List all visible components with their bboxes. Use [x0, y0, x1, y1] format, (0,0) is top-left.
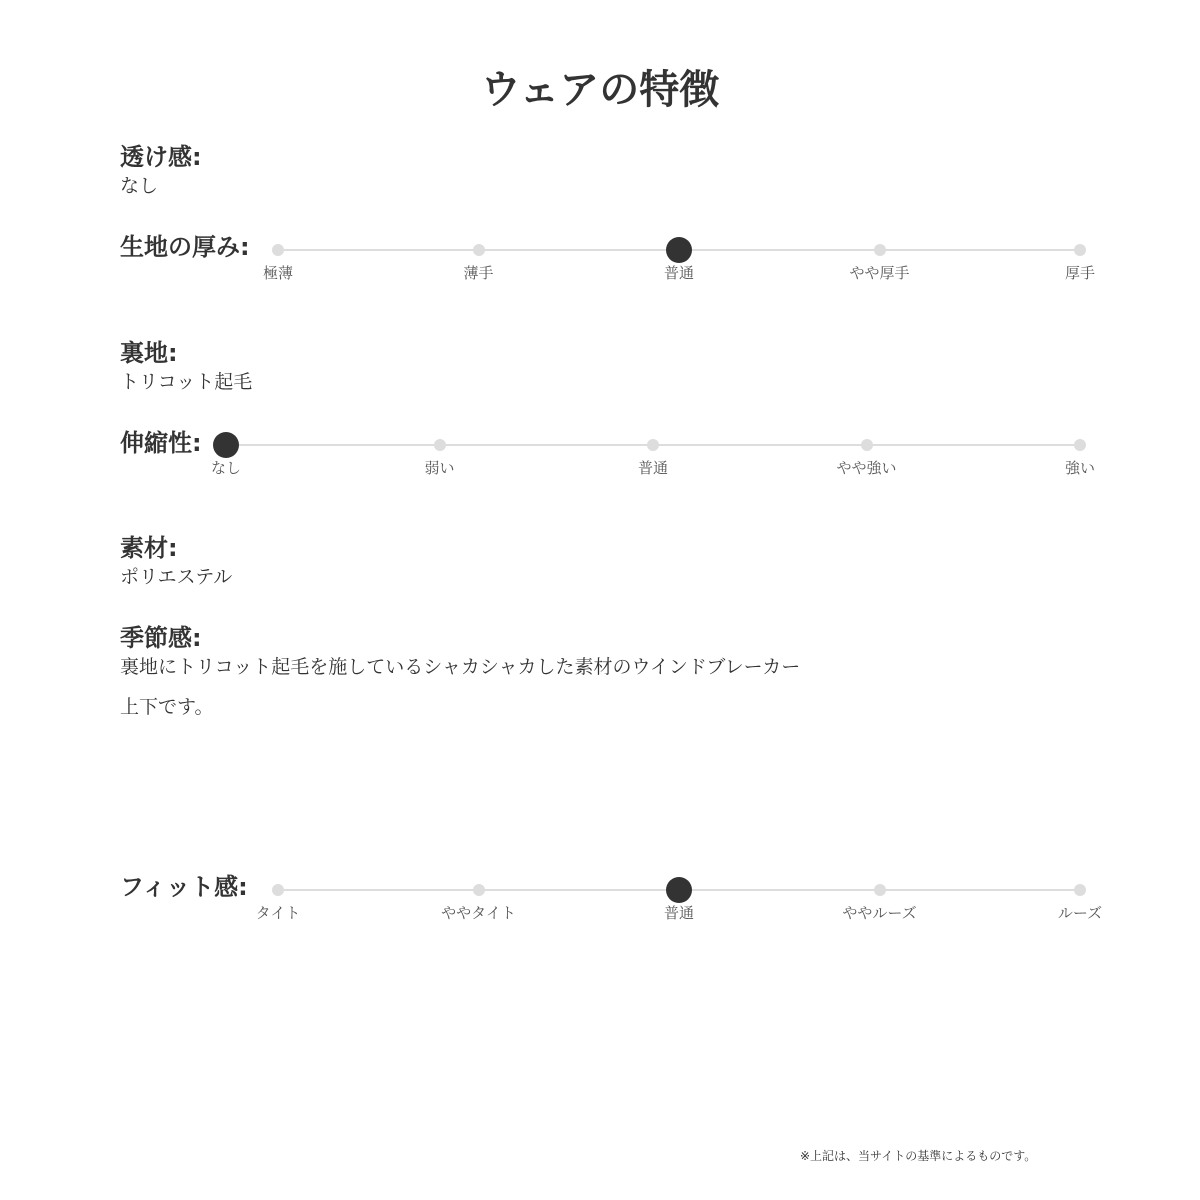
thickness-option-label: 薄手 [463, 264, 494, 282]
footnote: ※上記は、当サイトの基準によるものです。 [800, 1149, 1037, 1163]
stretch-dot-3 [647, 439, 659, 451]
fit-option-label: 普通 [663, 904, 694, 922]
fit-dot-5 [1074, 884, 1086, 896]
thickness-label: 生地の厚み: [120, 233, 250, 261]
thickness-option-label: やや厚手 [849, 264, 910, 282]
season-label: 季節感: [120, 624, 202, 652]
fit-dot-4 [874, 884, 886, 896]
fit-dot-3-selected [666, 877, 692, 903]
thickness-dot-5 [1074, 244, 1086, 256]
fit-option-label: タイト [255, 904, 301, 922]
stretch-option-label: やや強い [836, 459, 897, 477]
fit-dot-2 [473, 884, 485, 896]
lining-label: 裏地: [120, 339, 178, 367]
fit-dot-1 [272, 884, 284, 896]
stretch-option-label: なし [210, 459, 241, 477]
lining-value: トリコット起毛 [120, 371, 253, 393]
thickness-option-label: 極薄 [262, 264, 293, 282]
fit-option-label: ややルーズ [842, 904, 917, 922]
stretch-option-label: 強い [1064, 459, 1095, 477]
material-label: 素材: [120, 534, 178, 562]
stretch-option-label: 弱い [424, 459, 455, 477]
stretch-dot-1-selected [213, 432, 239, 458]
thickness-dot-3-selected [666, 237, 692, 263]
thickness-dot-2 [473, 244, 485, 256]
thickness-dot-1 [272, 244, 284, 256]
stretch-option-label: 普通 [637, 459, 668, 477]
season-line-2: 上下です。 [120, 696, 214, 718]
stretch-label: 伸縮性: [120, 429, 202, 457]
season-line-1: 裏地にトリコット起毛を施しているシャカシャカした素材のウインドブレーカー [120, 656, 801, 678]
fit-option-label: ややタイト [441, 904, 516, 922]
stretch-dot-2 [434, 439, 446, 451]
fit-label: フィット感: [120, 873, 248, 901]
transparency-label: 透け感: [120, 143, 202, 171]
material-value: ポリエステル [120, 566, 233, 588]
thickness-option-label: 厚手 [1064, 264, 1095, 282]
fit-option-label: ルーズ [1057, 904, 1103, 922]
stretch-dot-5 [1074, 439, 1086, 451]
stretch-dot-4 [861, 439, 873, 451]
transparency-value: なし [120, 175, 159, 197]
thickness-option-label: 普通 [663, 264, 694, 282]
page-title: ウェアの特徴 [480, 67, 720, 113]
thickness-dot-4 [874, 244, 886, 256]
